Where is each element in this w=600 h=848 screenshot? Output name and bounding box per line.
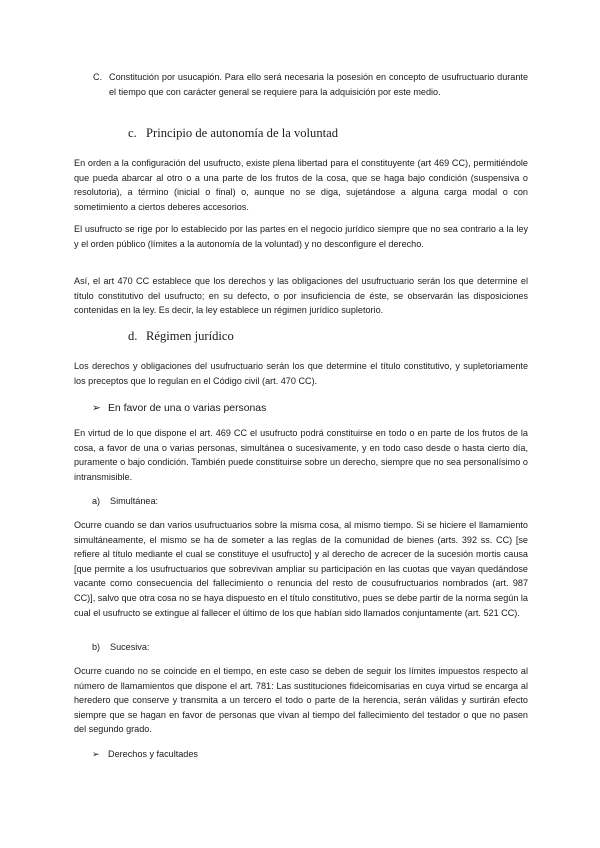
sub-heading-simultanea bbox=[92, 494, 158, 508]
paragraph-art470: Así, el art 470 CC establece que los derechos y las obligaciones del usufructuario serán los que determine el título constitutivo del usufructo; en su defecto, o por insuficiencia de éste, se observarán las disposiciones contenidas en la ley. Es decir, la ley establece un régimen jurídico supletorio. bbox=[74, 276, 528, 316]
bullet-heading-personas bbox=[92, 402, 266, 416]
arrow-bullet-icon: ➢ bbox=[92, 749, 100, 759]
sub-text: Simultánea: bbox=[110, 496, 159, 506]
sub-text: Sucesiva: bbox=[110, 642, 150, 652]
section-heading-d bbox=[128, 328, 234, 344]
paragraph-configuracion: En orden a la configuración del usufructo, existe plena libertad para el constituyente (art 469 CC), permitiéndole que pueda abarcar al otro o a una parte de los frutos de la cosa, que se haga bajo condición (suspensiva o resolutoria), a término (inicial o final) o, aunque no se diga, sujetándose a alguna carga modal o con sometimiento a ciertos deberes accesorios. bbox=[74, 158, 528, 212]
list-item-c bbox=[93, 70, 528, 99]
paragraph-sucesiva: Ocurre cuando no se coincide en el tiempo, en este caso se deben de seguir los límites impuestos respecto al número de llamamientos que dispone el art. 781: Las sustituciones fideicomisarias en cuya virtud se encarga al heredero que conserve y transmita a un tercero el todo o parte de la herencia, serán válidas y surtirán efecto siempre que se hagan en favor de personas que vivan al tiempo del fallecimiento del testador o que no pasen del segundo grado. bbox=[74, 666, 528, 735]
list-item-text: Constitución por usucapión. Para ello será necesaria la posesión en concepto de usufructuario durante el tiempo que con carácter general se requiere para la adquisición por este medio. bbox=[109, 72, 528, 97]
section-title: Principio de autonomía de la voluntad bbox=[146, 126, 339, 140]
paragraph-art469: En virtud de lo que dispone el art. 469 CC el usufructo podrá constituirse en todo o en parte de los frutos de la cosa, a favor de una o varias personas, simultánea o sucesivamente, y en todo caso desde o hasta cierto día, puramente o bajo condición. También puede constituirse sobre un derecho, siempre que no sea personalísimo o intransmisible. bbox=[74, 428, 528, 482]
section-heading-c bbox=[128, 125, 338, 141]
bullet-text: Derechos y facultades bbox=[108, 749, 198, 759]
section-label: c. bbox=[128, 126, 137, 140]
section-label: d. bbox=[128, 329, 138, 343]
sub-label: b) bbox=[92, 642, 101, 652]
bullet-text: En favor de una o varias personas bbox=[108, 403, 267, 414]
arrow-bullet-icon: ➢ bbox=[92, 403, 101, 414]
sub-heading-sucesiva bbox=[92, 640, 149, 654]
list-marker: C. bbox=[93, 72, 103, 82]
bullet-heading-derechos bbox=[92, 747, 198, 761]
paragraph-simultanea: Ocurre cuando se dan varios usufructuarios sobre la misma cosa, al mismo tiempo. Si se hiciere el llamamiento simultáneamente, el mismo se ha de someter a las reglas de la comunidad de bienes (arts. 392 ss. CC) [se refiere al título mediante el cual se constituye el usufructo] y al derecho de acrecer de la sucesión mortis causa [que permite a los usufructuarios que sobrevivan ampliar su participación en las cuotas que vayan quedándose vacante como consecuencia del fallecimiento o renuncia del resto de cousufructuarios nombrados (art. 987 CC)], salvo que otra cosa no se haya dispuesto en el título constitutivo, pues se debe partir de la norma según la cual el usufructo se extingue al fallecer el último de los que habían sido llamados conjuntamente (art. 521 CC). bbox=[74, 520, 528, 618]
paragraph-rige: El usufructo se rige por lo establecido por las partes en el negocio jurídico siempre que no sea contrario a la ley y el orden público (límites a la autonomía de la voluntad) y no desconfigure el derecho. bbox=[74, 224, 528, 249]
section-title: Régimen jurídico bbox=[146, 329, 234, 343]
sub-label: a) bbox=[92, 496, 101, 506]
paragraph-derechos-obligaciones: Los derechos y obligaciones del usufructuario serán los que determine el título constitutivo, y supletoriamente los preceptos que lo regulan en el Código civil (art. 470 CC). bbox=[74, 361, 528, 386]
